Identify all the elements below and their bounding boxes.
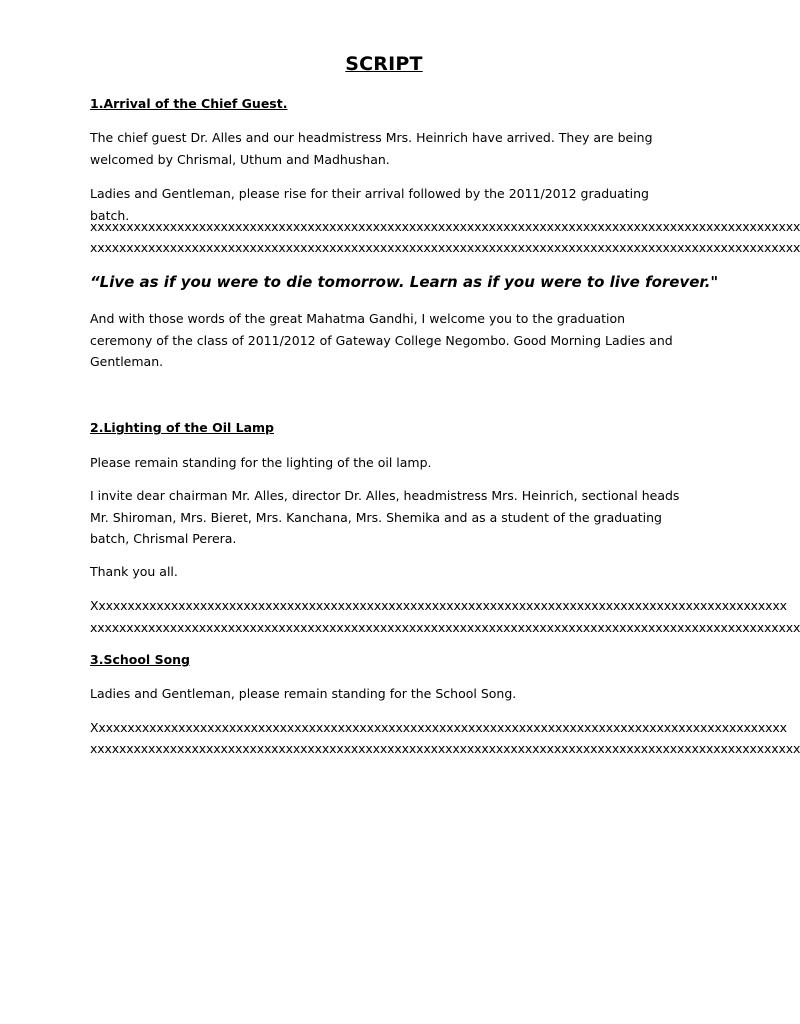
section-1-heading: 1.Arrival of the Chief Guest. [90,96,288,111]
section-2-heading: 2.Lighting of the Oil Lamp [90,420,275,435]
section-2-paragraph-3: Thank you all. [90,564,178,579]
section-1-placeholder-line-2: xxxxxxxxxxxxxxxxxxxxxxxxxxxxxxxxxxxxxxxxxxxxxxxxxxxxxxxxxxxxxxxxxxxxxxxxxxxxxxxxxxxxxxxxxxxxxxxxxx [90,240,800,255]
section-1-paragraph-1: The chief guest Dr. Alles and our headmistress Mrs. Heinrich have arrived. They are being welcomed by Chrismal, Uthum and Madhushan. [90,130,653,167]
section-1-placeholder-line-1: xxxxxxxxxxxxxxxxxxxxxxxxxxxxxxxxxxxxxxxxxxxxxxxxxxxxxxxxxxxxxxxxxxxxxxxxxxxxxxxxxxxxxxxxxxxxxxxxxx [90,219,800,234]
section-1-paragraph-3: And with those words of the great Mahatma Gandhi, I welcome you to the graduation ceremony of the class of 2011/2012 of Gateway College Negombo. Good Morning Ladies and Gentleman. [90,311,673,369]
section-3-heading: 3.School Song [90,652,191,667]
gandhi-quote: “Live as if you were to die tomorrow. Learn as if you were to live forever." [90,273,719,291]
section-2-paragraph-1: Please remain standing for the lighting of the oil lamp. [90,455,432,470]
section-1-paragraph-2: Ladies and Gentleman, please rise for their arrival followed by the 2011/2012 graduating batch. [90,186,649,223]
section-2-placeholder-line-1: Xxxxxxxxxxxxxxxxxxxxxxxxxxxxxxxxxxxxxxxxxxxxxxxxxxxxxxxxxxxxxxxxxxxxxxxxxxxxxxxxxxxxxxxxxxxxxxxx [90,598,787,613]
section-3-placeholder-line-1: Xxxxxxxxxxxxxxxxxxxxxxxxxxxxxxxxxxxxxxxxxxxxxxxxxxxxxxxxxxxxxxxxxxxxxxxxxxxxxxxxxxxxxxxxxxxxxxxx [90,720,787,735]
section-2-paragraph-2: I invite dear chairman Mr. Alles, director Dr. Alles, headmistress Mrs. Heinrich, sectional heads Mr. Shiroman, Mrs. Bieret, Mrs. Kanchana, Mrs. Shemika and as a student of the graduating batch, Chrismal Perera. [90,488,680,546]
section-3-placeholder-line-2: xxxxxxxxxxxxxxxxxxxxxxxxxxxxxxxxxxxxxxxxxxxxxxxxxxxxxxxxxxxxxxxxxxxxxxxxxxxxxxxxxxxxxxxxxxxxxxxxxx [90,741,800,756]
section-3-paragraph-1: Ladies and Gentleman, please remain standing for the School Song. [90,686,517,701]
section-2-placeholder-line-2: xxxxxxxxxxxxxxxxxxxxxxxxxxxxxxxxxxxxxxxxxxxxxxxxxxxxxxxxxxxxxxxxxxxxxxxxxxxxxxxxxxxxxxxxxxxxxxxxxx [90,620,800,635]
page-title: SCRIPT [345,53,423,75]
